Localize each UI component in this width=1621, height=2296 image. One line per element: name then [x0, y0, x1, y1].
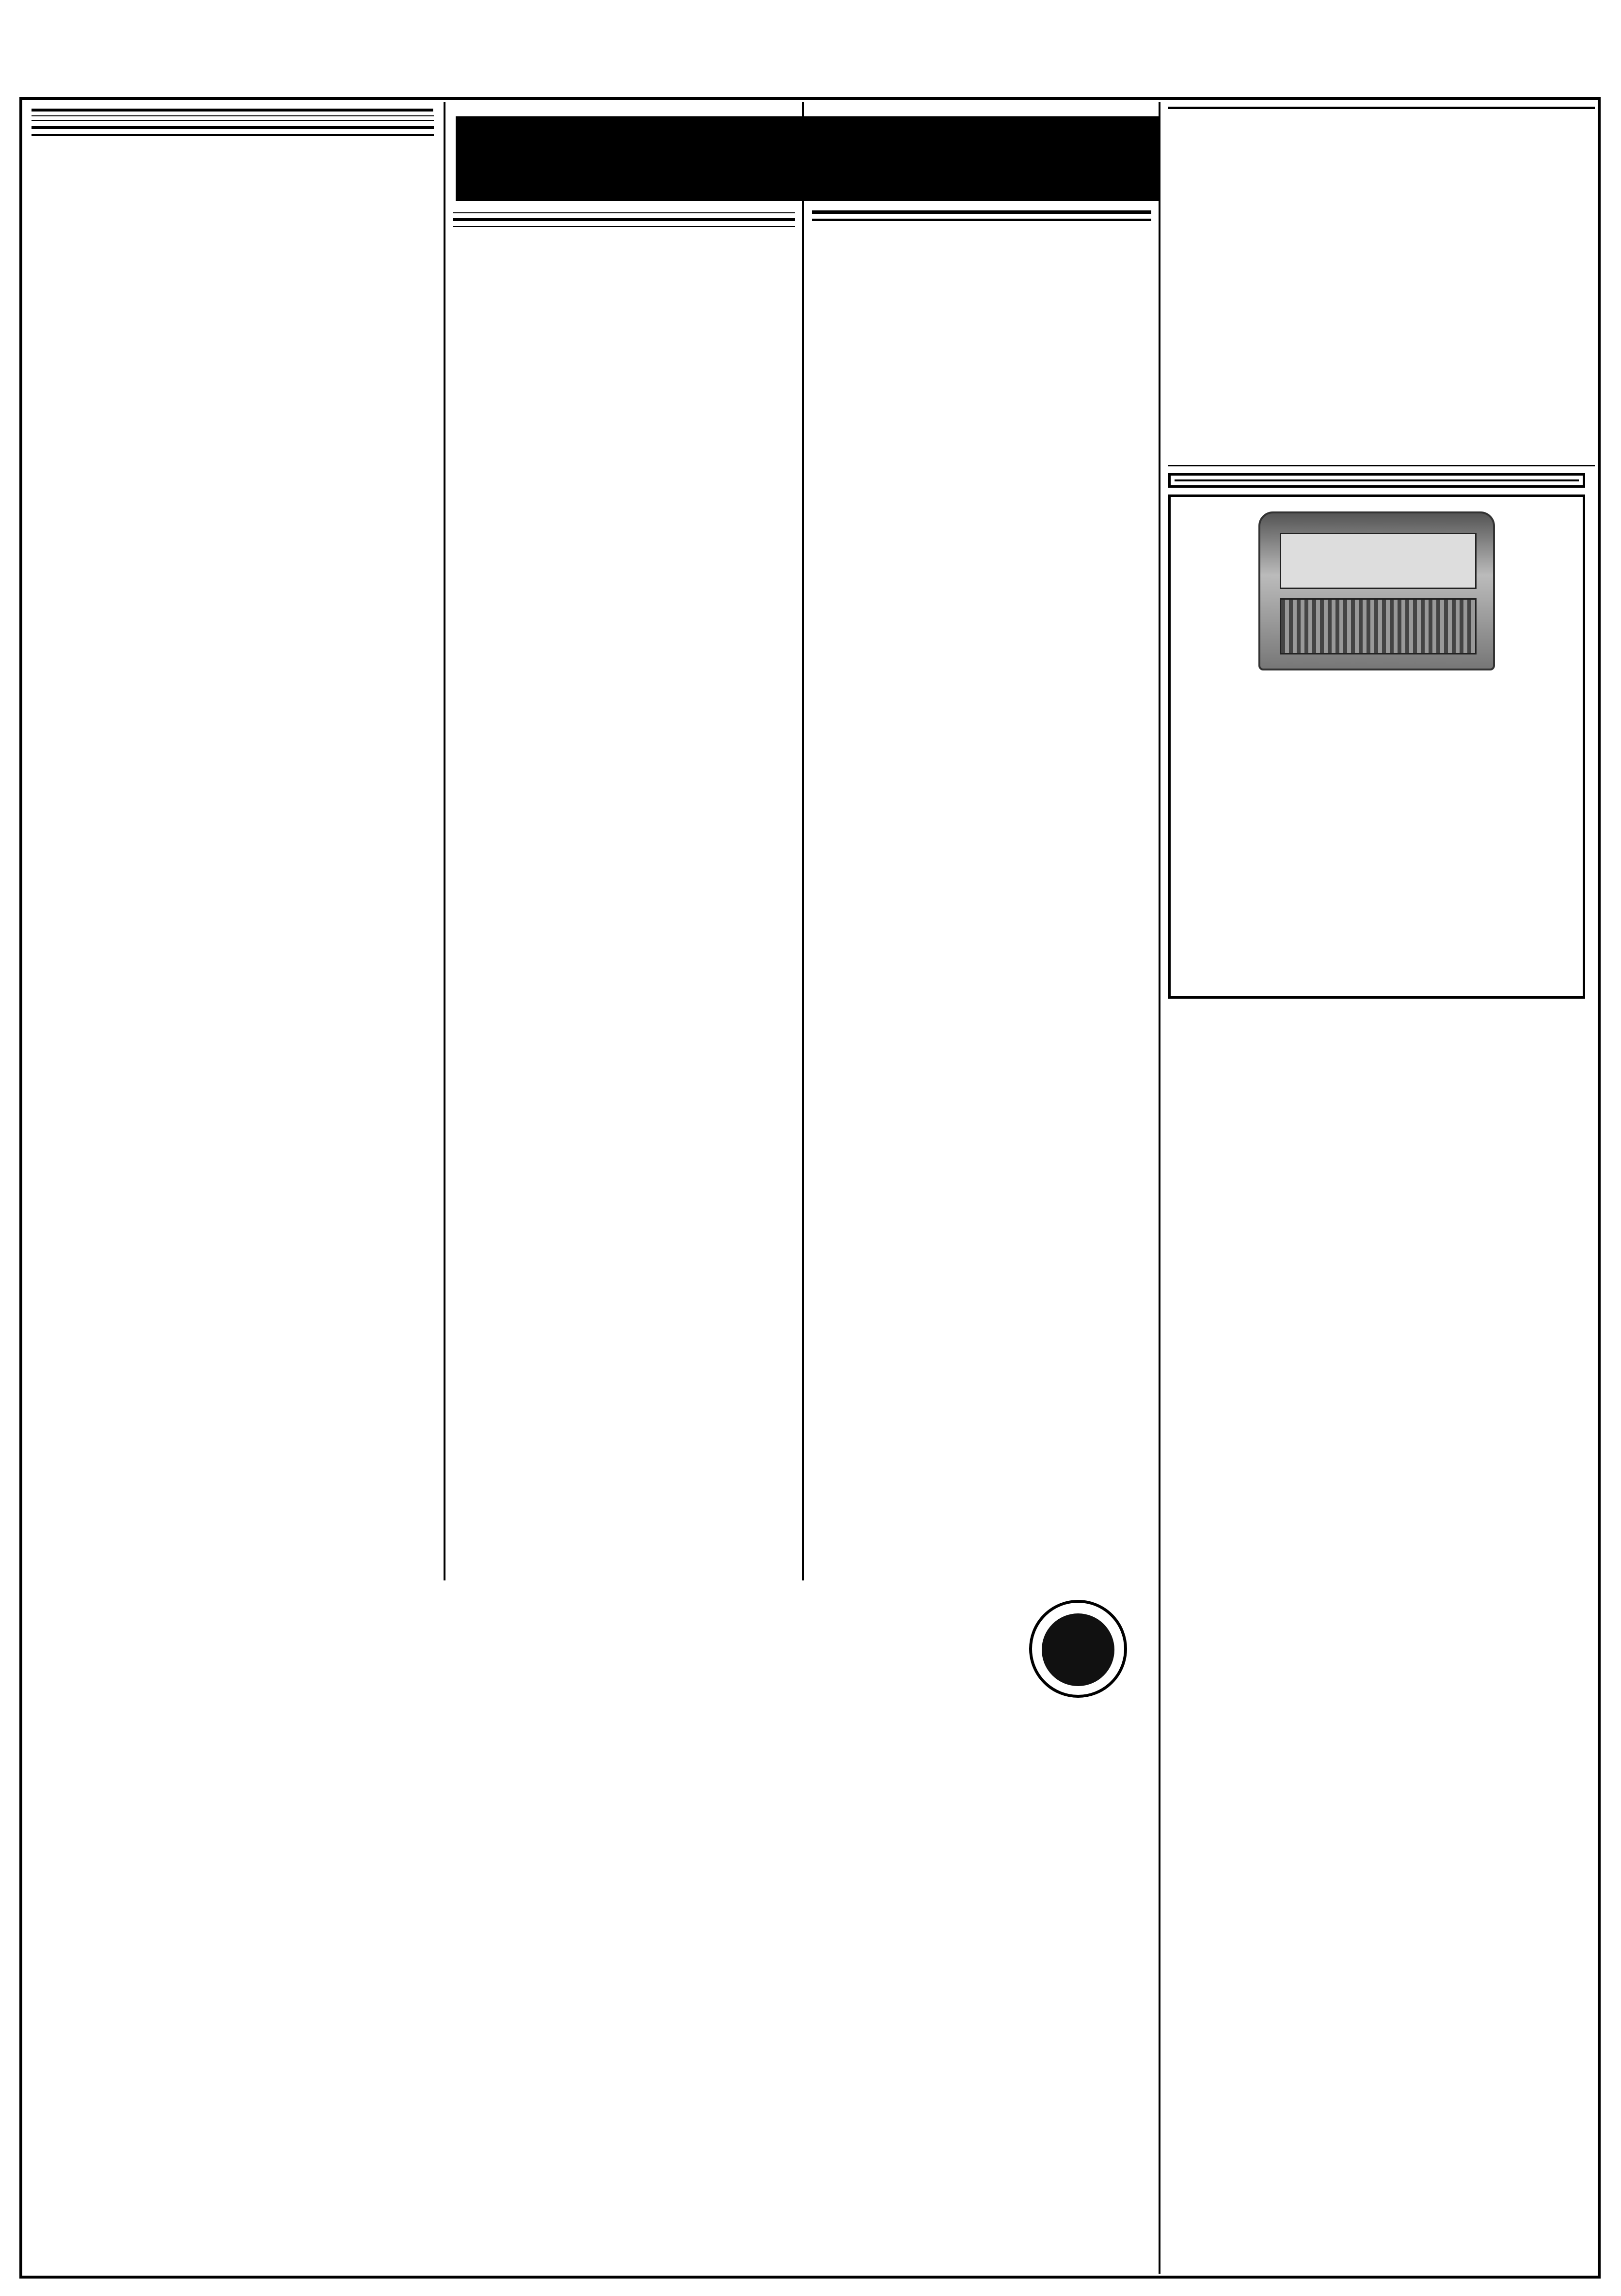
fundo-heading [812, 213, 1151, 214]
electro-logo [1029, 1600, 1127, 1698]
luxor-ad [1168, 494, 1585, 999]
camisas-address [1175, 479, 1579, 481]
column-rule [802, 102, 804, 1580]
radio-illustration [1258, 511, 1495, 670]
camisas-ad [1168, 473, 1585, 488]
bolsa-table [812, 212, 1151, 214]
cruzadas-heading [1168, 107, 1595, 109]
solucao-heading [1168, 465, 1595, 466]
masthead-logo [456, 116, 1159, 201]
crossword-area [1168, 114, 1595, 463]
column-rule [444, 102, 445, 1580]
column-cruzadas [1168, 107, 1595, 2269]
electro-logo-text [1042, 1613, 1114, 1686]
column-rule [1159, 102, 1160, 2274]
contribuinte-heading [32, 107, 433, 112]
column-contribuinte [32, 107, 434, 2269]
column-tempo-radio [453, 208, 795, 1576]
electro-lisboa-ad [453, 1595, 1151, 1896]
column-cartaz-bolsa [812, 208, 1151, 1576]
policlinica-heading [32, 134, 434, 136]
